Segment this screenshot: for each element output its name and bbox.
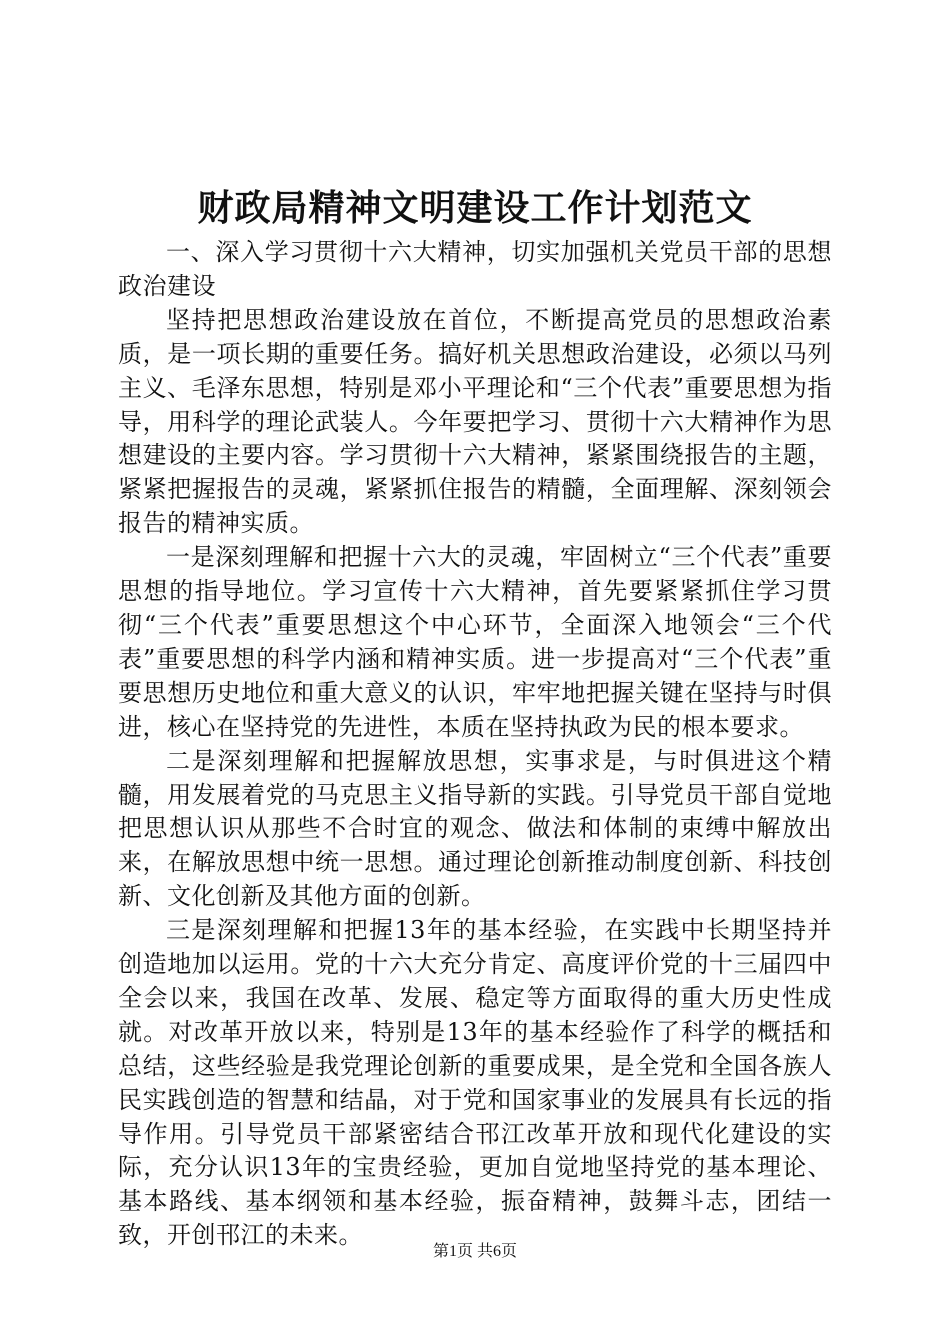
body-paragraph: 三是深刻理解和把握13年的基本经验，在实践中长期坚持并创造地加以运用。党的十六大充分肯定、高度评价党的十三届四中全会以来，我国在改革、发展、稳定等方面取得的重大历史性成就。对改革开放以来，特别是13年的基本经验作了科学的概括和总结，这些经验是我党理论创新的重要成果，是全党和全国各族人民实践创造的智慧和结晶，对于党和国家事业的发展具有长远的指导作用。引导党员干部紧密结合邗江改革开放和现代化建设的实际，充分认识13年的宝贵经验，更加自觉地坚持党的基本理论、基本路线、基本纲领和基本经验，振奋精神，鼓舞斗志，团结一致，开创邗江的未来。 [118,916,832,1250]
body-paragraph: 一是深刻理解和把握十六大的灵魂，牢固树立“三个代表”重要思想的指导地位。学习宣传十六大精神，首先要紧紧抓住学习贯彻“三个代表”重要思想这个中心环节，全面深入地领会“三个代表”重要思想的科学内涵和精神实质。进一步提高对“三个代表”重要思想历史地位和重大意义的认识，牢牢地把握关键在坚持与时俱进，核心在坚持党的先进性，本质在坚持执政为民的根本要求。 [118,543,832,741]
page-number-footer: 第1页 共6页 [432,1243,517,1260]
document-title: 财政局精神文明建设工作计划范文 [197,187,753,229]
body-paragraph: 二是深刻理解和把握解放思想，实事求是，与时俱进这个精髓，用发展着党的马克思主义指导新的实践。引导党员干部自觉地把思想认识从那些不合时宜的观念、做法和体制的束缚中解放出来，在解放思想中统一思想。通过理论创新推动制度创新、科技创新、文化创新及其他方面的创新。 [118,746,832,911]
document-body [118,236,832,1253]
section-heading: 一、深入学习贯彻十六大精神，切实加强机关党员干部的思想政治建设 [118,238,832,300]
body-paragraph: 坚持把思想政治建设放在首位，不断提高党员的思想政治素质，是一项长期的重要任务。搞好机关思想政治建设，必须以马列主义、毛泽东思想，特别是邓小平理论和“三个代表”重要思想为指导，用科学的理论武装人。今年要把学习、贯彻十六大精神作为思想建设的主要内容。学习贯彻十六大精神，紧紧围绕报告的主题，紧紧把握报告的灵魂，紧紧抓住报告的精髓，全面理解、深刻领会报告的精神实质。 [118,305,832,538]
